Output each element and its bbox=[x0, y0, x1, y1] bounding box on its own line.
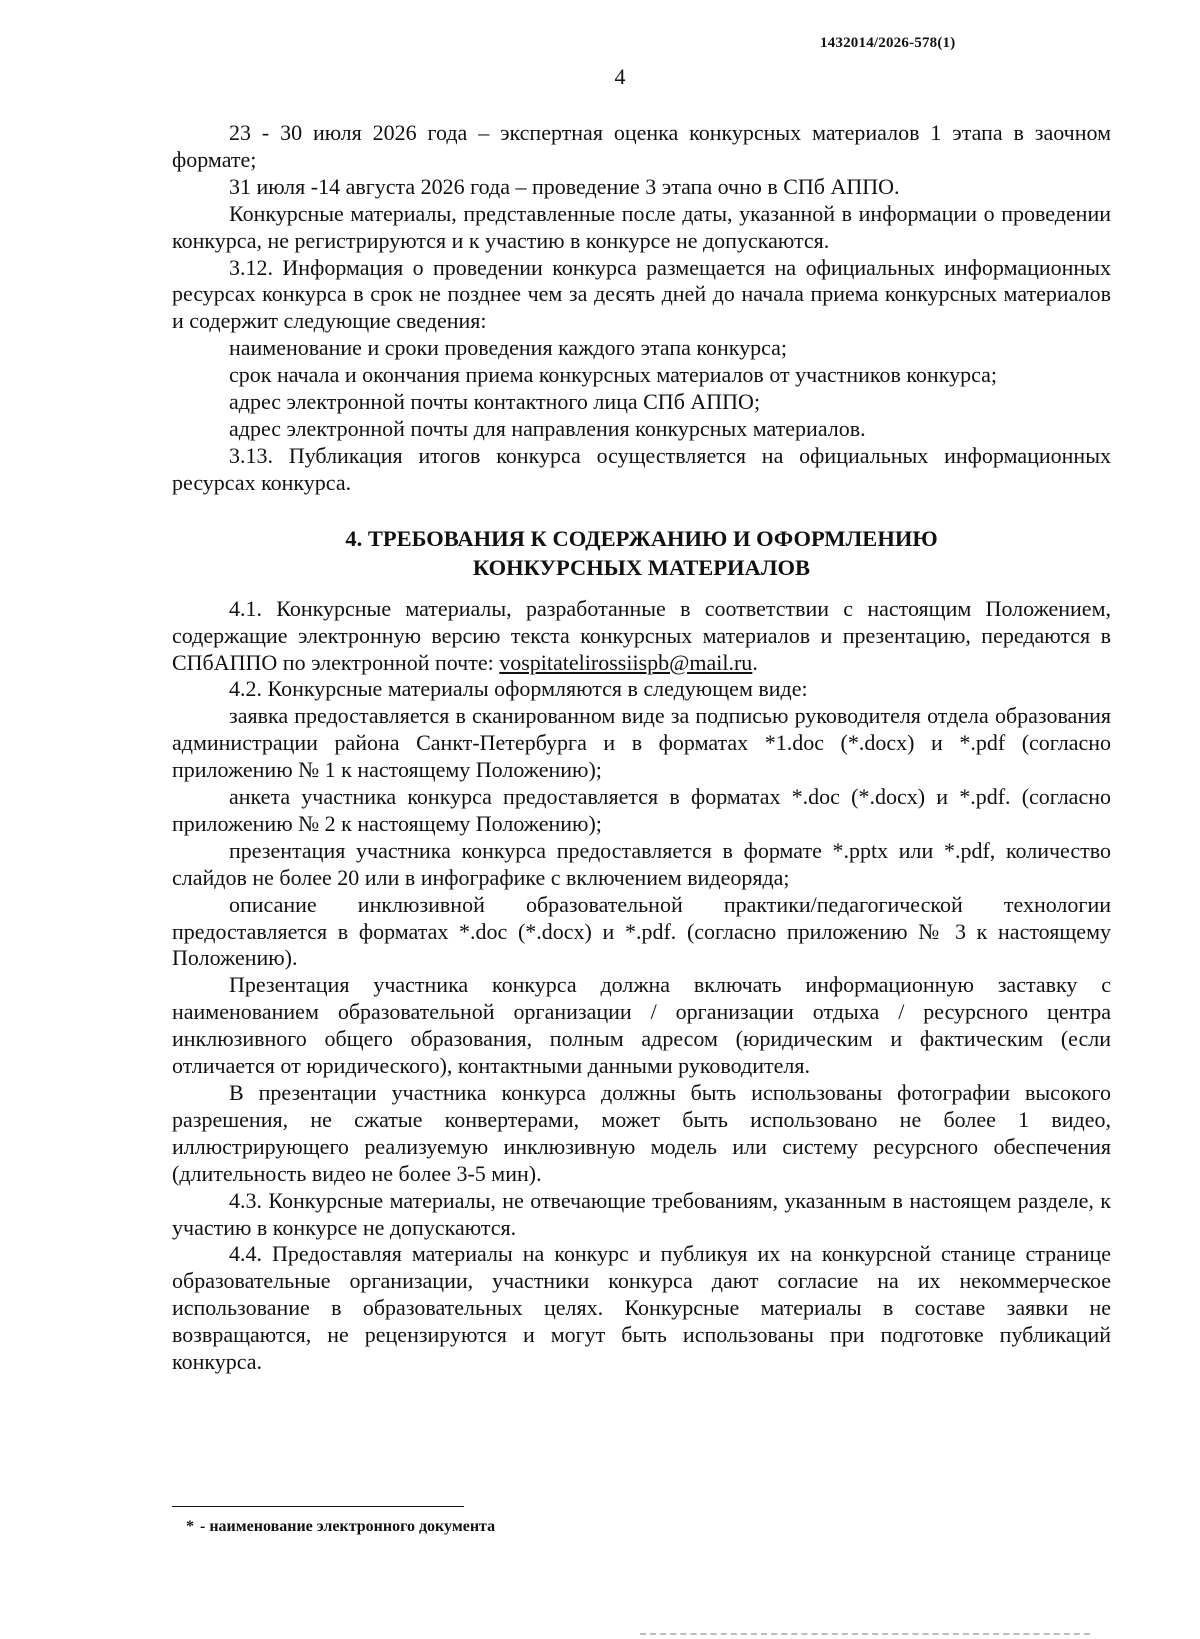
page-number: 4 bbox=[614, 64, 626, 89]
paragraph-presentation-intro: Презентация участника конкурса должна включать информационную заставку с наименованием образовательной организации / организации отдыха / ресурсного центра инклюзивного общего образования, полным адресом (юридическим и фактическим (если отличается от юридического), контактными данными руководителя. bbox=[172, 972, 1111, 1079]
list-item-contact-email: адрес электронной почты контактного лица СПб АППО; bbox=[229, 389, 761, 415]
paragraph-presentation: презентация участника конкурса предоставляется в формате *.pptx или *.pdf, количество слайдов не более 20 или в инфографике с включением видеоряда; bbox=[172, 837, 1111, 890]
list-item-submission-email: адрес электронной почты для направления конкурсных материалов. bbox=[229, 415, 866, 441]
paragraph-4-1 bbox=[172, 596, 1111, 677]
paragraph-4-1-text: 4.1. Конкурсные материалы, разработанные в соответствии с настоящим Положением, содержащие электронную версию текста конкурсных материалов и презентацию, передаются в СПбАППО по электронной почте: bbox=[172, 595, 1111, 675]
paragraph-4-2: 4.2. Конкурсные материалы оформляются в следующем виде: bbox=[229, 676, 808, 702]
paragraph-4-3: 4.3. Конкурсные материалы, не отвечающие требованиям, указанным в настоящем разделе, к участию в конкурсе не допускаются. bbox=[172, 1187, 1111, 1240]
paragraph-presentation-photos: В презентации участника конкурса должны быть использованы фотографии высокого разрешения, не сжатые конвертерами, может быть использовано не более 1 видео, иллюстрирующего реализуемую инклюзивную модель или систему ресурсного обеспечения (длительность видео не более 3-5 мин). bbox=[172, 1080, 1111, 1186]
paragraph-3-13: 3.13. Публикация итогов конкурса осуществляется на официальных информационных ресурсах конкурса. bbox=[172, 442, 1111, 495]
paragraph-3-12: 3.12. Информация о проведении конкурса размещается на официальных информационных ресурсах конкурса в срок не позднее чем за десять дней до начала приема конкурсных материалов и содержит следующие сведения: bbox=[172, 254, 1111, 334]
list-item-stages: наименование и сроки проведения каждого этапа конкурса; bbox=[229, 335, 788, 361]
heading-line-1: 4. ТРЕБОВАНИЯ К СОДЕРЖАНИЮ И ОФОРМЛЕНИЮ bbox=[345, 525, 938, 551]
heading-line-2: КОНКУРСНЫХ МАТЕРИАЛОВ bbox=[472, 554, 811, 580]
email-link[interactable]: vospitatelirossiispb@mail.ru bbox=[499, 649, 753, 675]
section-4-heading bbox=[172, 524, 1111, 582]
footnote-text: - наименование электронного документа bbox=[200, 1518, 496, 1535]
paragraph-late-materials: Конкурсные материалы, представленные после даты, указанной в информации о проведении конкурса, не регистрируются и к участию в конкурсе не допускаются. bbox=[172, 200, 1111, 253]
paragraph-practice-description: описание инклюзивной образовательной практики/педагогической технологии предоставляется в форматах *.doc (*.docx) и *.pdf. (согласно приложению № 3 к настоящему Положению). bbox=[172, 891, 1111, 971]
document-id: 1432014/2026-578(1) bbox=[820, 35, 956, 51]
paragraph-4-4: 4.4. Предоставляя материалы на конкурс и публикуя их на конкурсной станице странице образовательные организации, участники конкурса дают согласие на их некоммерческое использование в образовательных целях. Конкурсные материалы в составе заявки не возвращаются, не рецензируются и могут быть использованы при подготовке публикаций конкурса. bbox=[172, 1241, 1111, 1375]
footnote bbox=[186, 1518, 495, 1536]
document-body bbox=[172, 120, 1111, 1376]
paragraph-questionnaire: анкета участника конкурса предоставляется в форматах *.doc (*.docx) и *.pdf. (согласно приложению № 2 к настоящему Положению); bbox=[172, 784, 1111, 836]
paragraph-application: заявка предоставляется в сканированном виде за подписью руководителя отдела образования администрации района Санкт-Петербурга и в форматах *1.doc (*.docx) и *.pdf (согласно приложению № 1 к настоящему Положению); bbox=[172, 703, 1111, 783]
scan-edge-mark bbox=[640, 1633, 1090, 1635]
paragraph-stage3-dates: 31 июля -14 августа 2026 года – проведение 3 этапа очно в СПб АППО. bbox=[229, 173, 900, 199]
paragraph-evaluation-dates: 23 - 30 июля 2026 года – экспертная оценка конкурсных материалов 1 этапа в заочном формате; bbox=[172, 120, 1111, 172]
footnote-divider bbox=[172, 1506, 464, 1507]
paragraph-4-1-end: . bbox=[752, 649, 758, 675]
list-item-deadlines: срок начала и окончания приема конкурсных материалов от участников конкурса; bbox=[229, 362, 997, 388]
footnote-marker: * bbox=[186, 1518, 194, 1535]
